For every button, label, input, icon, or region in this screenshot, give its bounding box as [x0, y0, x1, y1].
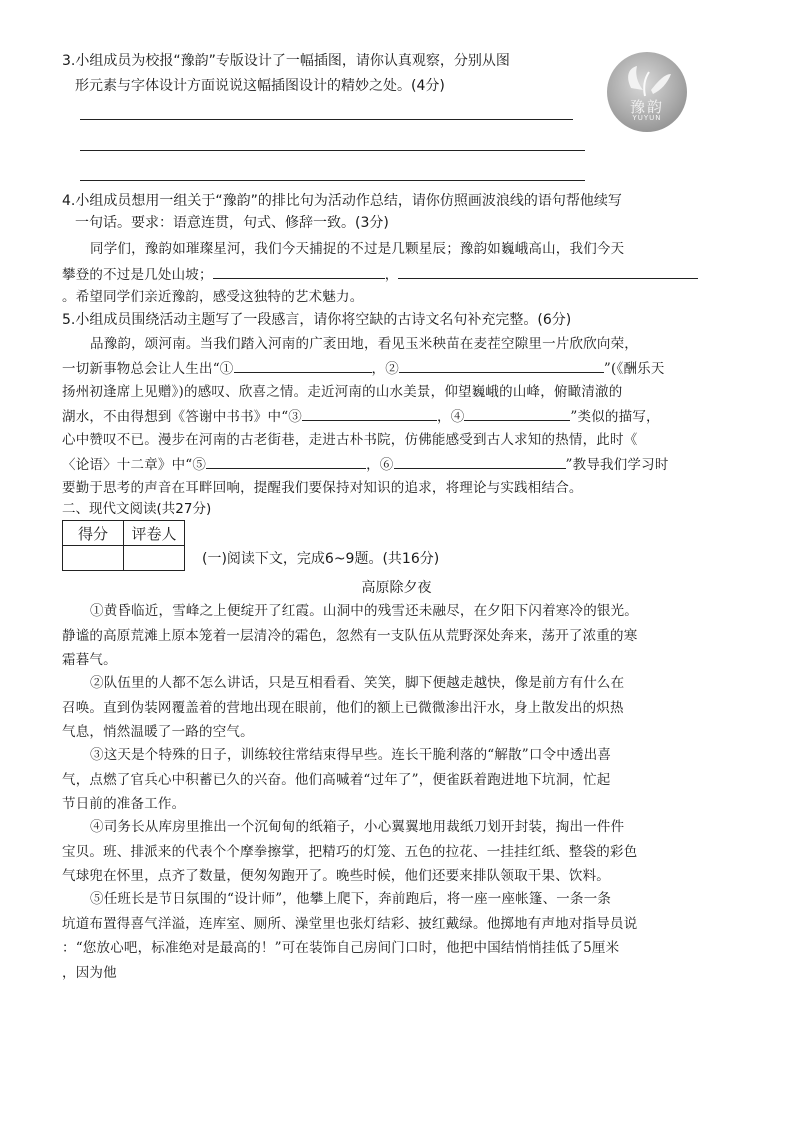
passage-line: ②队伍里的人都不怎么讲话，只是互相看看、笑笑，脚下便越走越快，像是前方有什么在 — [90, 675, 625, 691]
passage-line: 气，点燃了官兵心中积蓄已久的兴奋。他们高喊着“过年了”，便雀跃着跑进地下坑洞，忙起 — [62, 771, 611, 788]
q4-paragraph-1: 同学们，豫韵如璀璨星河，我们今天捕捉的不过是几颗星辰；豫韵如巍峨高山，我们今天 — [90, 241, 625, 257]
passage-line: 宝贝。班、排派来的代表个个摩拳擦掌，把精巧的灯笼、五色的拉花、一挂挂红纸、整袋的彩色 — [62, 843, 638, 860]
q5-text-6b: ，⑥ — [366, 457, 394, 473]
reading-instruction: (一)阅读下文，完成6~9题。(共16分) — [202, 551, 440, 567]
q4-comma: ， — [384, 267, 399, 283]
passage-line: 霜暮气。 — [62, 652, 117, 668]
passage-title: 高原除夕夜 — [361, 580, 432, 596]
q5-text-2c: ”(《酬乐天 — [603, 361, 665, 377]
passage-line: ①黄昏临近，雪峰之上便绽开了红霞。山洞中的残雪还未融尽，在夕阳下闪着寒冷的银光。 — [90, 603, 638, 619]
q5-line-5: 心中赞叹不已。漫步在河南的古老街巷，走进古朴书院，仿佛能感受到古人求知的热情，此时《 — [62, 432, 638, 448]
passage-line: 气球兜在怀里，点齐了数量，便匆匆跑开了。晚些时候，他们还要来排队领取干果、饮料。 — [62, 868, 610, 884]
q5-blank-3[interactable] — [302, 406, 437, 421]
q5-line-7: 要勤于思考的声音在耳畔回响，提醒我们要保持对知识的追求，将理论与实践相结合。 — [62, 480, 583, 496]
q3-line-2: 形元素与字体设计方面说说这幅插图设计的精妙之处。(4分) — [75, 78, 445, 94]
passage-line: ，因为他 — [62, 964, 117, 981]
q5-line-2 — [62, 358, 665, 379]
q5-line-3: 扬州初逢席上见赠》)的感叹、欣喜之情。走近河南的山水美景，仰望巍峨的山峰，俯瞰清澈的 — [62, 384, 623, 400]
logo-english-text: YUYUN — [632, 114, 662, 122]
section-2-heading: 二、现代文阅读(共27分) — [62, 501, 212, 517]
q4-line-1: 4.小组成员想用一组关于“豫韵”的排比句为活动作总结，请你仿照画波浪线的语句帮他续写 — [62, 193, 622, 209]
score-cell[interactable] — [63, 546, 124, 571]
passage-line: ④司务长从库房里推出一个沉甸甸的纸箱子，小心翼翼地用裁纸刀划开封装，掏出一件件 — [90, 819, 625, 835]
q4-blank-2[interactable] — [398, 264, 698, 279]
q5-line-1: 品豫韵，颂河南。当我们踏入河南的广袤田地，看见玉米秧苗在麦茬空隙里一片欣欣向荣， — [90, 336, 638, 352]
score-header: 得分 — [63, 521, 124, 546]
yuyun-logo-image — [607, 52, 687, 132]
logo-chinese-text: 豫韵 — [629, 98, 664, 116]
q5-line-6 — [62, 454, 669, 475]
q5-text-6a: 〈论语〉十二章》中“⑤ — [62, 457, 207, 473]
q5-text-4a: 湖水，不由得想到《答谢中书书》中“③ — [62, 409, 303, 425]
q5-blank-2[interactable] — [399, 358, 604, 373]
q5-title: 5.小组成员围绕活动主题写了一段感言，请你将空缺的古诗文名句补充完整。(6分) — [62, 312, 572, 328]
q5-blank-1[interactable] — [234, 358, 372, 373]
passage-line: ③这天是个特殊的日子，训练较往常结束得早些。连长干脆利落的“解散”口令中透出喜 — [90, 747, 612, 763]
passage-line: 坑道布置得喜气洋溢，连库室、厕所、澡堂里也张灯结彩、披红戴绿。他掷地有声地对指导员说 — [62, 915, 638, 932]
q5-line-4 — [62, 406, 660, 427]
passage-line: ：“您放心吧，标准绝对是最高的！”可在装饰自己房间门口时，他把中国结悄悄挂低了5厘米 — [62, 940, 620, 956]
passage-line: 气息，悄然温暖了一路的空气。 — [62, 724, 254, 740]
passage-line: ⑤任班长是节日氛围的“设计师”，他攀上爬下，奔前跑后，将一座一座帐篷、一条一条 — [90, 891, 612, 907]
passage-line: 节日前的准备工作。 — [62, 796, 186, 812]
q5-text-6c: ”教导我们学习时 — [565, 457, 669, 473]
passage-line: 静谧的高原荒滩上原本笼着一层清冷的霜色，忽然有一支队伍从荒野深处奔来，荡开了浓重的寒 — [62, 627, 638, 644]
q5-blank-6[interactable] — [394, 454, 566, 469]
q3-answer-line-1[interactable] — [80, 119, 573, 120]
q3-answer-line-2[interactable] — [80, 150, 585, 151]
q5-text-4b: ，④ — [437, 409, 465, 425]
q5-blank-5[interactable] — [206, 454, 366, 469]
q3-line-1: 3.小组成员为校报“豫韵”专版设计了一幅插图，请你认真观察，分别从图 — [62, 53, 510, 69]
q3-answer-line-3[interactable] — [80, 180, 585, 181]
q4-text-a: 攀登的不过是几处山坡； — [62, 267, 213, 283]
q4-paragraph-2 — [62, 264, 698, 285]
score-table — [62, 520, 185, 571]
passage-line: 召唤。直到伪装网覆盖着的营地出现在眼前，他们的额上已微微渗出汗水，身上散发出的炽热 — [62, 699, 624, 716]
q4-paragraph-3: 。希望同学们亲近豫韵，感受这独特的艺术魅力。 — [62, 289, 364, 305]
q5-blank-4[interactable] — [464, 406, 570, 421]
q5-text-2b: ，② — [371, 361, 399, 377]
grader-header: 评卷人 — [124, 521, 185, 546]
q4-blank-1[interactable] — [213, 264, 385, 279]
grader-cell[interactable] — [124, 546, 185, 571]
q5-text-4c: ”类似的描写， — [570, 409, 660, 425]
q5-text-2a: 一切新事物总会让人生出“① — [62, 361, 234, 377]
q4-line-2: 一句话。要求：语意连贯，句式、修辞一致。(3分) — [75, 215, 389, 231]
